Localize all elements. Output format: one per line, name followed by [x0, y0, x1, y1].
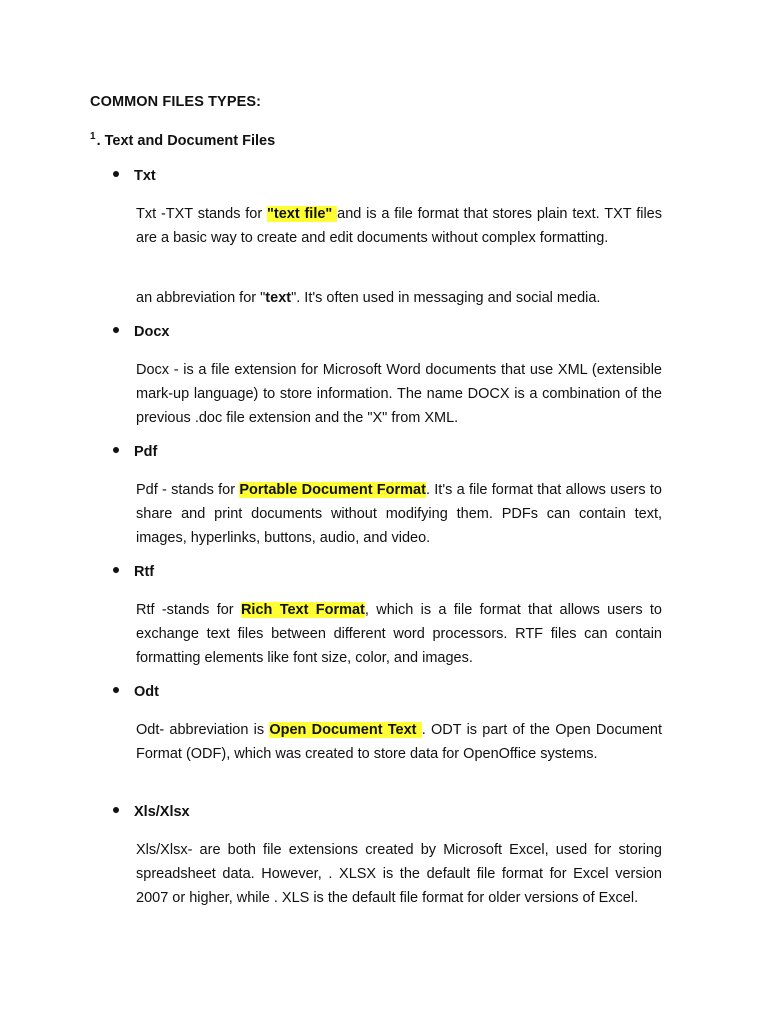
section-heading: [90, 131, 275, 149]
text-run: Pdf - stands for: [136, 482, 240, 498]
list-item-label: Txt: [134, 168, 156, 184]
list-item-label: Xls/Xlsx: [134, 804, 190, 820]
text-run: Txt -TXT stands for: [136, 206, 267, 222]
text-run: , which is a file format that allows users to exchange text files between different word processors. RTF files can contain formatting elements like font size, color, and images.: [136, 602, 663, 666]
text-run: . ODT is part of the Open Document Format (ODF), which was created to store data for OpenOffice systems.: [136, 722, 662, 762]
list-item-label: Docx: [134, 324, 170, 340]
list-item-txt: [113, 168, 156, 184]
bold-term: text: [265, 290, 292, 306]
list-item-xls: [113, 804, 190, 820]
text-run: Odt- abbreviation is: [136, 722, 270, 738]
list-item-label: Pdf: [134, 444, 158, 460]
text-run: . It's a file format that allows users to share and print documents without modifying them. PDFs can contain text, images, hyperlinks, buttons, audio, and video.: [136, 482, 662, 546]
paragraph-rtf: [136, 598, 662, 670]
text-run: ". It's often used in messaging and social media.: [291, 290, 601, 306]
paragraph-odt: [136, 718, 662, 766]
highlighted-term: Portable Document Format: [239, 482, 426, 498]
paragraph-xls: Xls/Xlsx- are both file extensions created by Microsoft Excel, used for storing spreadsheet data. However, . XLSX is the default file format for Excel version 2007 or higher, while . XLS is the default file format for older versions of Excel.: [136, 842, 662, 906]
list-item-pdf: [113, 444, 157, 460]
bullet-icon: [113, 687, 119, 693]
bullet-icon: [113, 327, 119, 333]
paragraph-pdf: [136, 478, 662, 550]
list-item-odt: [113, 684, 159, 700]
list-item-label: Odt: [134, 684, 159, 700]
list-item-label: Rtf: [134, 564, 155, 580]
section-heading-text: . Text and Document Files: [96, 132, 276, 149]
bullet-icon: [113, 807, 119, 813]
highlighted-term: Rich Text Format: [240, 602, 365, 618]
text-run: an abbreviation for ": [136, 290, 266, 306]
bullet-icon: [113, 447, 119, 453]
section-number: 1: [90, 131, 96, 142]
bullet-icon: [113, 567, 119, 573]
paragraph-docx: Docx - is a file extension for Microsoft Word documents that use XML (extensible mark-up language) to store information. The name DOCX is a combination of the previous .doc file extension and the "X" from XML.: [136, 362, 662, 426]
paragraph-txt-definition: [136, 202, 662, 250]
text-run: and is a file format that stores plain text. TXT files are a basic way to create and edit documents without complex formatting.: [136, 206, 662, 246]
bullet-icon: [113, 171, 119, 177]
text-run: Rtf -stands for: [136, 602, 241, 618]
highlighted-term: "text file": [267, 206, 338, 222]
highlighted-term: Open Document Text: [269, 722, 422, 738]
list-item-docx: [113, 324, 169, 340]
paragraph-txt-abbreviation: [136, 286, 662, 310]
document-title: COMMON FILES TYPES:: [90, 94, 262, 110]
list-item-rtf: [113, 564, 154, 580]
